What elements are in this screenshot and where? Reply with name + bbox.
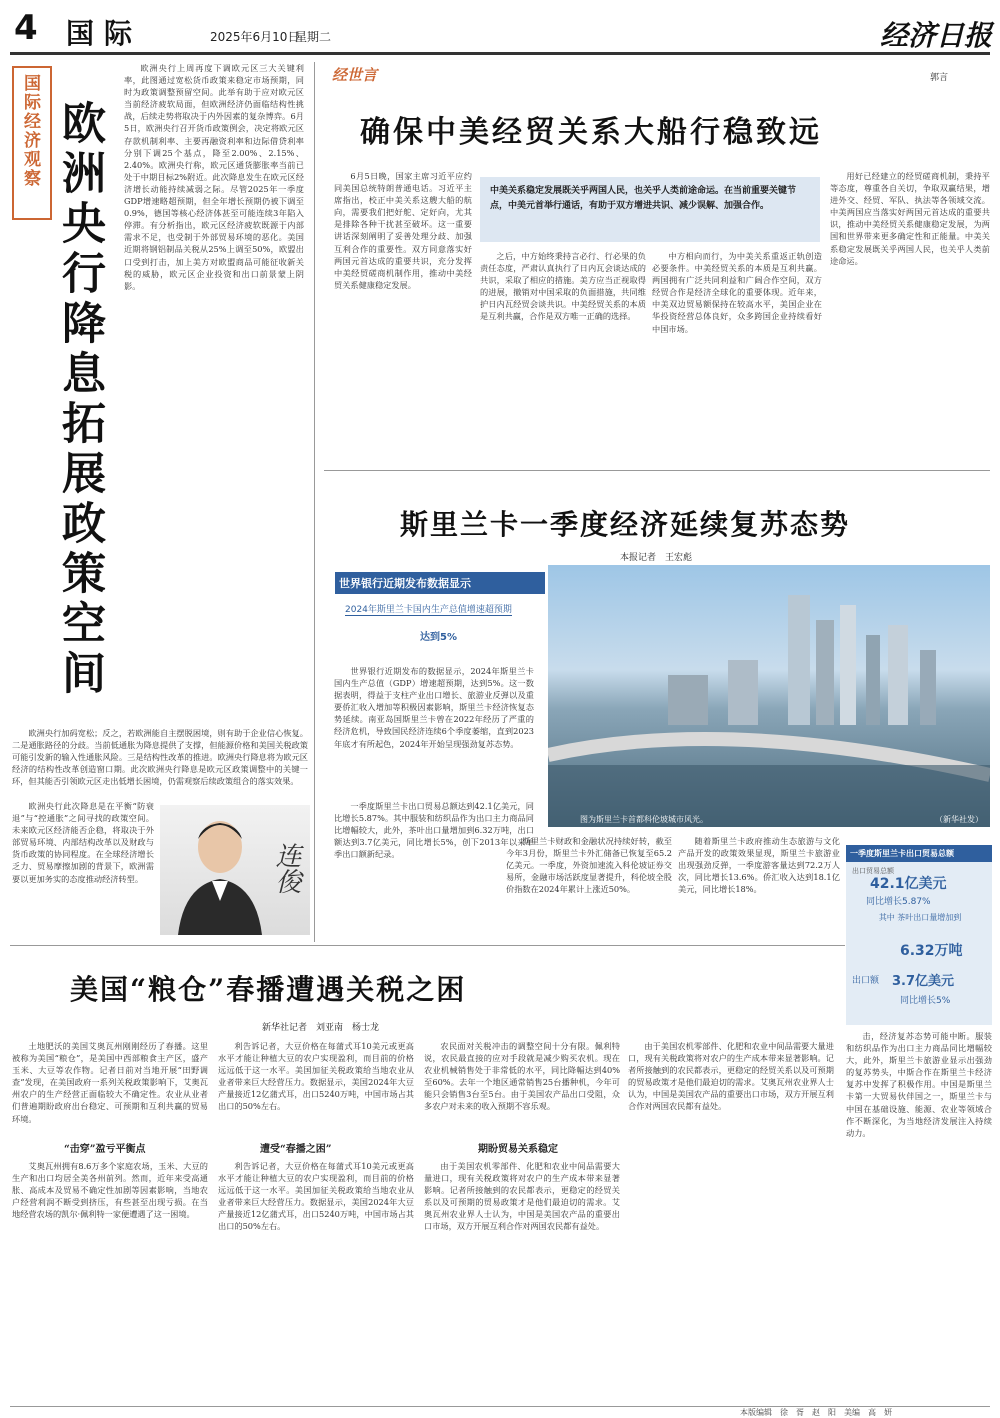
promo-value: 达到5%	[420, 632, 457, 643]
headline-ecb: 欧洲央行降息拓展政策空间	[54, 100, 105, 700]
trade-row-3-value: 3.7亿美元	[892, 974, 955, 989]
pull-quote: 中美关系稳定发展既关乎两国人民，也关乎人类前途命运。在当前重要关键节点，中美元首举行通话，有助于双方增进共识、减少误解、加强合作。	[490, 186, 797, 211]
issue-date: 2025年6月10日	[210, 30, 300, 44]
trade-row-1-label: 出口贸易总额	[852, 867, 894, 875]
author-signature: 连俊	[271, 842, 301, 894]
promo-title: 世界银行近期发布数据显示	[335, 572, 545, 594]
section-name: 国际	[66, 17, 143, 50]
trade-row-2-label: 其中 茶叶出口量增加到	[878, 913, 962, 922]
issue-weekday: 星期二	[295, 30, 332, 44]
subhead-breakeven: “击穿”盈亏平衡点	[64, 1144, 146, 1155]
article-sri-lanka-p2: 一季度斯里兰卡出口贸易总额达到42.1亿美元，同比增长5.87%。其中服装和纺织品作为出口主力商品同比增幅较大，此外，茶叶出口量增加到6.32万吨，出口额达到3.7亿美元，同比增长5%，创下2013年以来单季出口额新纪录。	[334, 801, 534, 860]
city-photo	[548, 565, 990, 827]
divider-a	[314, 62, 315, 942]
byline-sri-lanka: 本报记者 王宏彪	[620, 553, 693, 563]
page-number: 4	[14, 8, 38, 48]
article-sri-lanka-p4: 随着斯里兰卡政府推动生态旅游与文化产品开发的政策效果显现，斯里兰卡旅游业出现强劲反弹，一季度游客量达到72.2万人次，同比增长13.6%。侨汇收入达到18.1亿美元，同比增长18%。	[678, 836, 840, 895]
article-sri-lanka-p3: 斯里兰卡财政和金融状况持续好转，截至今年3月份，斯里兰卡外汇储备已恢复至65.2亿美元。一季度，外资加速流入科伦坡证券交易所，金融市场活跃度显著提升，科伦坡全股价指数在2024年累计上涨近50%。	[506, 836, 672, 895]
article-us-p3b: 利告诉记者，大豆价格在每蒲式耳10美元或更高水平才能让种植大豆的农户实现盈利，而目前的价格远远低于这一水平。美国加征关税政策给当地农业从业者带来巨大经营压力。数据显示，美国2024年大豆产量接近12亿蒲式耳，出口5240万吨，中国市场占其出口的50%左右。	[218, 1161, 414, 1232]
article-ecb-continued: 欧洲央行加码宽松；反之，若欧洲能自主摆脱困境，则有助于企业信心恢复。二是通胀路径的分歧。当前低通胀为降息提供了支撑，但能源价格和美国关税政策可能引发新的输入性通胀风险。三是结构性改革的推进。欧洲央行降息将为欧元区经济的结构性改革创造窗口期。此次欧洲央行降息是欧元区政策调整中的关键一环，但其能否引领欧元区走出低增长困境，仍需观察后续政策组合的落实效果。	[12, 728, 308, 787]
article-us-p6: 由于美国农机零部件、化肥和农业中间品需要大量进口，现有关税政策将对农户的生产成本带来显著影响。记者所接触到的农民都表示，更稳定的经贸关系以及可预期的贸易政策才是他们最迫切的需求。艾奥瓦州农业界人士认为，中国是美国农产品的重要出口市场，双方开展互利合作对两国农民都有益处。	[628, 1041, 834, 1112]
trade-row-3-change: 同比增长5%	[900, 996, 951, 1006]
kicker-jingshiyan: 经世言	[332, 66, 378, 84]
article-us-p5: 由于美国农机零部件、化肥和农业中间品需要大量进口，现有关税政策将对农户的生产成本带来显著影响。记者所接触到的农民都表示，更稳定的经贸关系以及可预期的贸易政策才是他们最迫切的需求。艾奥瓦州农业界人士认为，中国是美国农产品的重要出口市场，双方开展互利合作对两国农民都有益处。	[424, 1161, 620, 1232]
article-us-p2: 艾奥瓦州拥有8.6万多个家庭农场，玉米、大豆的生产和出口均居全美各州前列。然而，近年来受高通胀、高成本及贸易不确定性加剧等因素影响，当地农户经营利润不断受到挤压，有些甚至出现亏损。在当地经营农场的凯尔·佩利特一家便遭遇了这一困境。	[12, 1161, 208, 1220]
divider-d	[10, 945, 845, 946]
footer-editors: 本版编辑 徐 胥 赵 阳 美编 高 妍	[740, 1408, 892, 1417]
headline-us-granary: 美国“粮仓”春播遭遇关税之困	[70, 973, 467, 1006]
article-china-us-p2: 之后，中方始终秉持言必行、行必果的负责任态度，严肃认真执行了日内瓦会谈达成的共识，采取了相应的措施。美方应当正视取得的进展，撤销对中国采取的负面措施，共同维护日内瓦经贸会谈共识。中美经贸关系的本质是互利共赢，合作是双方唯一正确的选择。	[480, 251, 646, 322]
masthead-rule	[10, 52, 990, 55]
promo-subtitle: 2024年斯里兰卡国内生产总值增速超预期	[345, 602, 512, 616]
skyline-icon	[548, 565, 990, 827]
article-us-p4: 农民面对关税冲击的调整空间十分有限。佩利特说，农民最直接的应对手段就是减少购买农机。现在农业机械销售处于非常低的水平，同比降幅达到40%至60%。去年一个地区通常销售25台播种机，今年可能只会销售3台至5台。由于美国农产品出口受阻，众多农户对未来的收入预期不容乐观。	[424, 1041, 620, 1112]
column-tag: 国际经济观察	[20, 74, 40, 188]
photo-caption: 图为斯里兰卡首都科伦坡城市风光。	[580, 815, 708, 824]
article-us-p3: 利告诉记者，大豆价格在每蒲式耳10美元或更高水平才能让种植大豆的农户实现盈利，而目前的价格远远低于这一水平。美国加征关税政策给当地农业从业者带来巨大经营压力。数据显示，美国2024年大豆产量接近12亿蒲式耳，出口5240万吨，中国市场占其出口的50%左右。	[218, 1041, 414, 1112]
byline-guoyan: 郭言	[930, 73, 949, 83]
article-us-p1: 土地肥沃的美国艾奥瓦州刚刚经历了春播。这里被称为美国“粮仓”，是美国中西部粮食主产区，盛产玉米、大豆等农作物。记者日前对当地开展“田野调查”发现，在美国政府一系列关税政策影响下，艾奥瓦州农户的生产经营正面临较大不确定性。农业从业者们普遍期盼政府出台稳定、可预期和互利共赢的贸易环境。	[12, 1041, 208, 1124]
divider-b	[324, 470, 990, 471]
photo-credit: （新华社发）	[935, 815, 983, 824]
article-ecb-body: 欧洲央行上周再度下调欧元区三大关键利率，此图通过宽松货币政策来稳定市场预期，同时为政策调整预留空间。此举有助于应对欧元区当前经济疲软局面，但欧洲经济仍面临结构性挑战，后续走势将取决于内外因素的复杂博弈。6月5日，欧洲央行召开货币政策例会，决定将欧元区存款机制利率、主要再融资利率和边际借贷利率分别下调25个基点，降至2.00%、2.15%、2.40%。欧洲央行称，欧元区通货膨胀率当前已处于中期目标2%附近。此次降息发生在欧元区经济增长动能持续减弱之际。尽管2025年一季度GDP增速略超预期，但全年增长预期仍被下调至0.9%，德国等核心经济体甚至可能连续3年陷入停滞。有分析指出，欧元区经济疲软既源于内部需求不足，也受制于外部贸易环境的恶化。美国近期将钢铝制品关税从25%上调至50%，欧盟出口受到打击，加上美方对欧盟商品可能征收新关税的威胁，欧元区企业投资和出口前景蒙上阴影。	[124, 63, 304, 291]
subhead-spring: 遭受“春播之困”	[260, 1144, 332, 1155]
article-china-us-p3: 中方相向而行，为中美关系重返正轨创造必要条件。中美经贸关系的本质是互利共赢。两国拥有广泛共同利益和广阔合作空间，双方经贸合作是经济全球化的重要体现。近年来，中美双边贸易额保持在较高水平，美国企业在华投资经营总体良好，众多跨国企业持续看好中国市场。	[652, 251, 822, 334]
article-sri-lanka-end: 击，经济复苏态势可能中断。服装和纺织品作为出口主力商品同比增幅较大，此外，斯里兰卡旅游业显示出强劲的复苏势头，中斯合作在斯里兰卡经济复苏中发挥了积极作用。中国是斯里兰卡第一大贸易伙伴国之一，斯里兰卡与中国在基础设施、能源、农业等领域合作不断深化，为当地经济发展注入持续动力。	[846, 1031, 992, 1138]
trade-row-1-value: 42.1亿美元	[870, 876, 947, 892]
trade-row-3-label: 出口额	[852, 976, 880, 986]
article-sri-lanka-p1: 世界银行近期发布的数据显示，2024年斯里兰卡国内生产总值（GDP）增速超预期，达到5%。这一数据表明，得益于支柱产业出口增长、旅游业反弹以及重要侨汇收入增加等积极因素影响，斯里兰卡经济恢复态势延续。南亚岛国斯里兰卡曾在2022年经历了严重的经济危机，导致国民经济连续6个季度萎缩，直到2023年底才有所起色，2024年开始呈现强劲复苏态势。	[334, 666, 534, 749]
subhead-trade: 期盼贸易关系稳定	[478, 1144, 558, 1155]
byline-us-granary: 新华社记者 刘亚南 杨士龙	[262, 1023, 380, 1033]
trade-row-2-value: 6.32万吨	[900, 943, 963, 959]
headline-sri-lanka: 斯里兰卡一季度经济延续复苏态势	[400, 508, 851, 541]
article-ecb-end: 欧洲央行此次降息是在平衡“防衰退”与“控通胀”之间寻找的政策空间。未来欧元区经济能否企稳，将取决于外部贸易环境、内部结构改革以及财政与货币政策的协同程度。在全球经济增长乏力、贸易摩擦加剧的背景下，欧洲需要以更加务实的态度推动经济转型。	[12, 801, 154, 884]
trade-row-1-change: 同比增长5.87%	[866, 897, 931, 907]
article-china-us-p1: 6月5日晚，国家主席习近平应约同美国总统特朗普通电话。习近平主席指出，校正中美关系这艘大船的航向，需要我们把好舵、定好向，尤其是排除各种干扰甚至破坏。这一重要讲话深刻阐明了妥善处理分歧、加强互利合作的重要性。双方同意落实好两国元首达成的重要共识，充分发挥中美经贸磋商机制作用，推动中美经贸关系健康稳定发展。	[334, 171, 472, 290]
article-china-us-p4: 用好已经建立的经贸磋商机制，秉持平等态度，尊重各自关切，争取双赢结果，增进外交、经贸、军队、执法等各领域交流。中美两国应当落实好两国元首达成的重要共识，推动中美经贸关系健康稳定发展，为两国和世界带来更多确定性和正能量。中美关系稳定发展既关乎两国人民，也关乎人类前途命运。	[830, 171, 990, 266]
trade-panel-title: 一季度斯里兰卡出口贸易总额	[846, 845, 992, 862]
paper-logo: 经济日报	[880, 19, 993, 52]
headline-china-us: 确保中美经贸关系大船行稳致远	[360, 115, 822, 150]
